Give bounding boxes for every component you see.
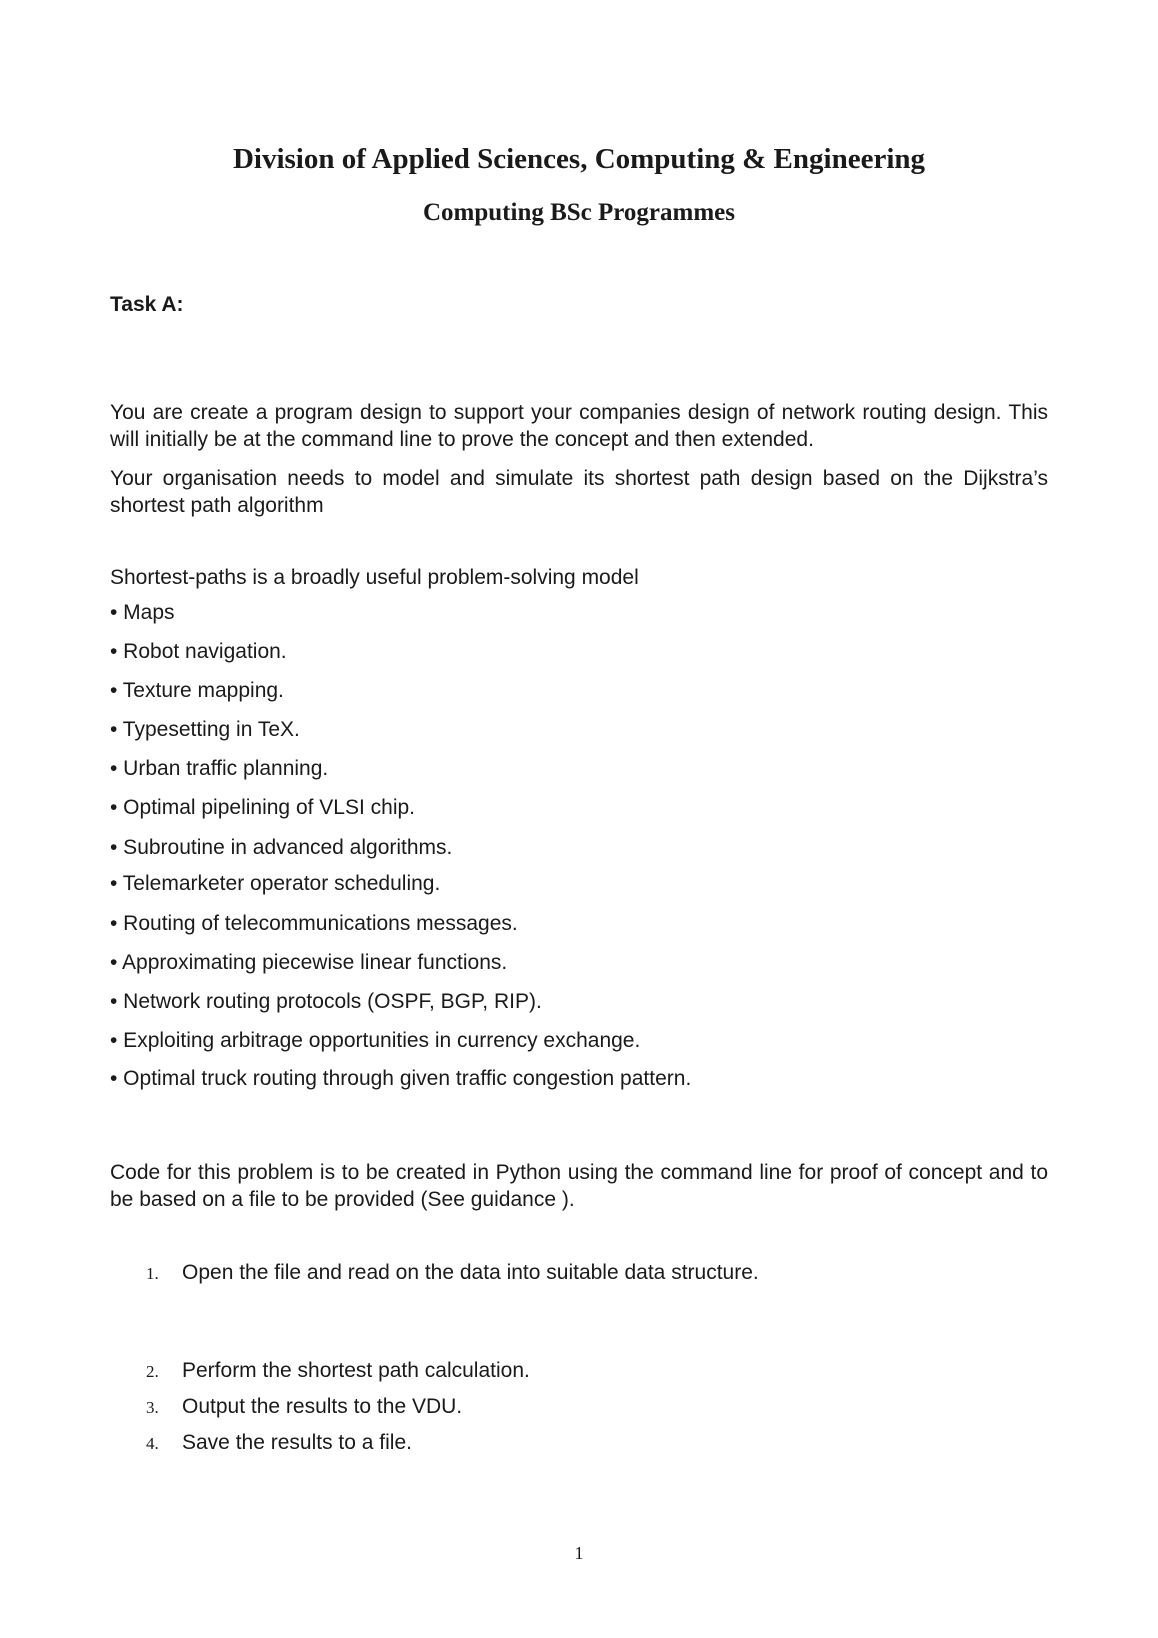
intro-paragraph-1: You are create a program design to support your companies design of network routing design. This will initially be at the command line to prove the concept and then extended.	[110, 401, 1048, 451]
code-note-paragraph: Code for this problem is to be created in Python using the command line for proof of concept and to be based on a file to be provided (See guidance ).	[110, 1161, 1048, 1211]
step-number: 3.	[146, 1398, 159, 1417]
list-item: • Urban traffic planning.	[110, 757, 329, 780]
list-item: • Subroutine in advanced algorithms.	[110, 836, 453, 859]
list-item	[146, 1429, 412, 1457]
list-item	[146, 1393, 462, 1421]
list-intro: Shortest-paths is a broadly useful problem-solving model	[110, 566, 639, 589]
list-item: • Exploiting arbitrage opportunities in currency exchange.	[110, 1029, 641, 1052]
list-item: • Robot navigation.	[110, 640, 287, 663]
list-item: • Texture mapping.	[110, 679, 284, 702]
step-number: 1.	[146, 1264, 159, 1283]
list-item: • Typesetting in TeX.	[110, 718, 300, 741]
step-number: 4.	[146, 1434, 159, 1453]
step-text: Perform the shortest path calculation.	[182, 1359, 530, 1382]
list-item: • Optimal truck routing through given traffic congestion pattern.	[110, 1067, 692, 1090]
list-item: • Telemarketer operator scheduling.	[110, 872, 441, 895]
list-item	[146, 1357, 530, 1385]
list-item: • Routing of telecommunications messages.	[110, 912, 518, 935]
step-text: Output the results to the VDU.	[182, 1395, 463, 1418]
list-item: • Optimal pipelining of VLSI chip.	[110, 796, 416, 819]
page-number: 1	[574, 1543, 584, 1563]
list-item: • Maps	[110, 601, 175, 624]
step-number: 2.	[146, 1362, 159, 1381]
page-title: Division of Applied Sciences, Computing & Engineering	[232, 143, 926, 175]
step-text: Save the results to a file.	[182, 1431, 412, 1454]
task-heading: Task A:	[110, 293, 184, 316]
intro-paragraph-2: Your organisation needs to model and simulate its shortest path design based on the Dijkstra’s shortest path algorithm	[110, 467, 1048, 517]
list-item: • Network routing protocols (OSPF, BGP, RIP).	[110, 990, 542, 1013]
step-text: Open the file and read on the data into suitable data structure.	[182, 1261, 759, 1284]
list-item	[146, 1259, 759, 1287]
page-subtitle: Computing BSc Programmes	[422, 199, 736, 226]
list-item: • Approximating piecewise linear functions.	[110, 951, 508, 974]
